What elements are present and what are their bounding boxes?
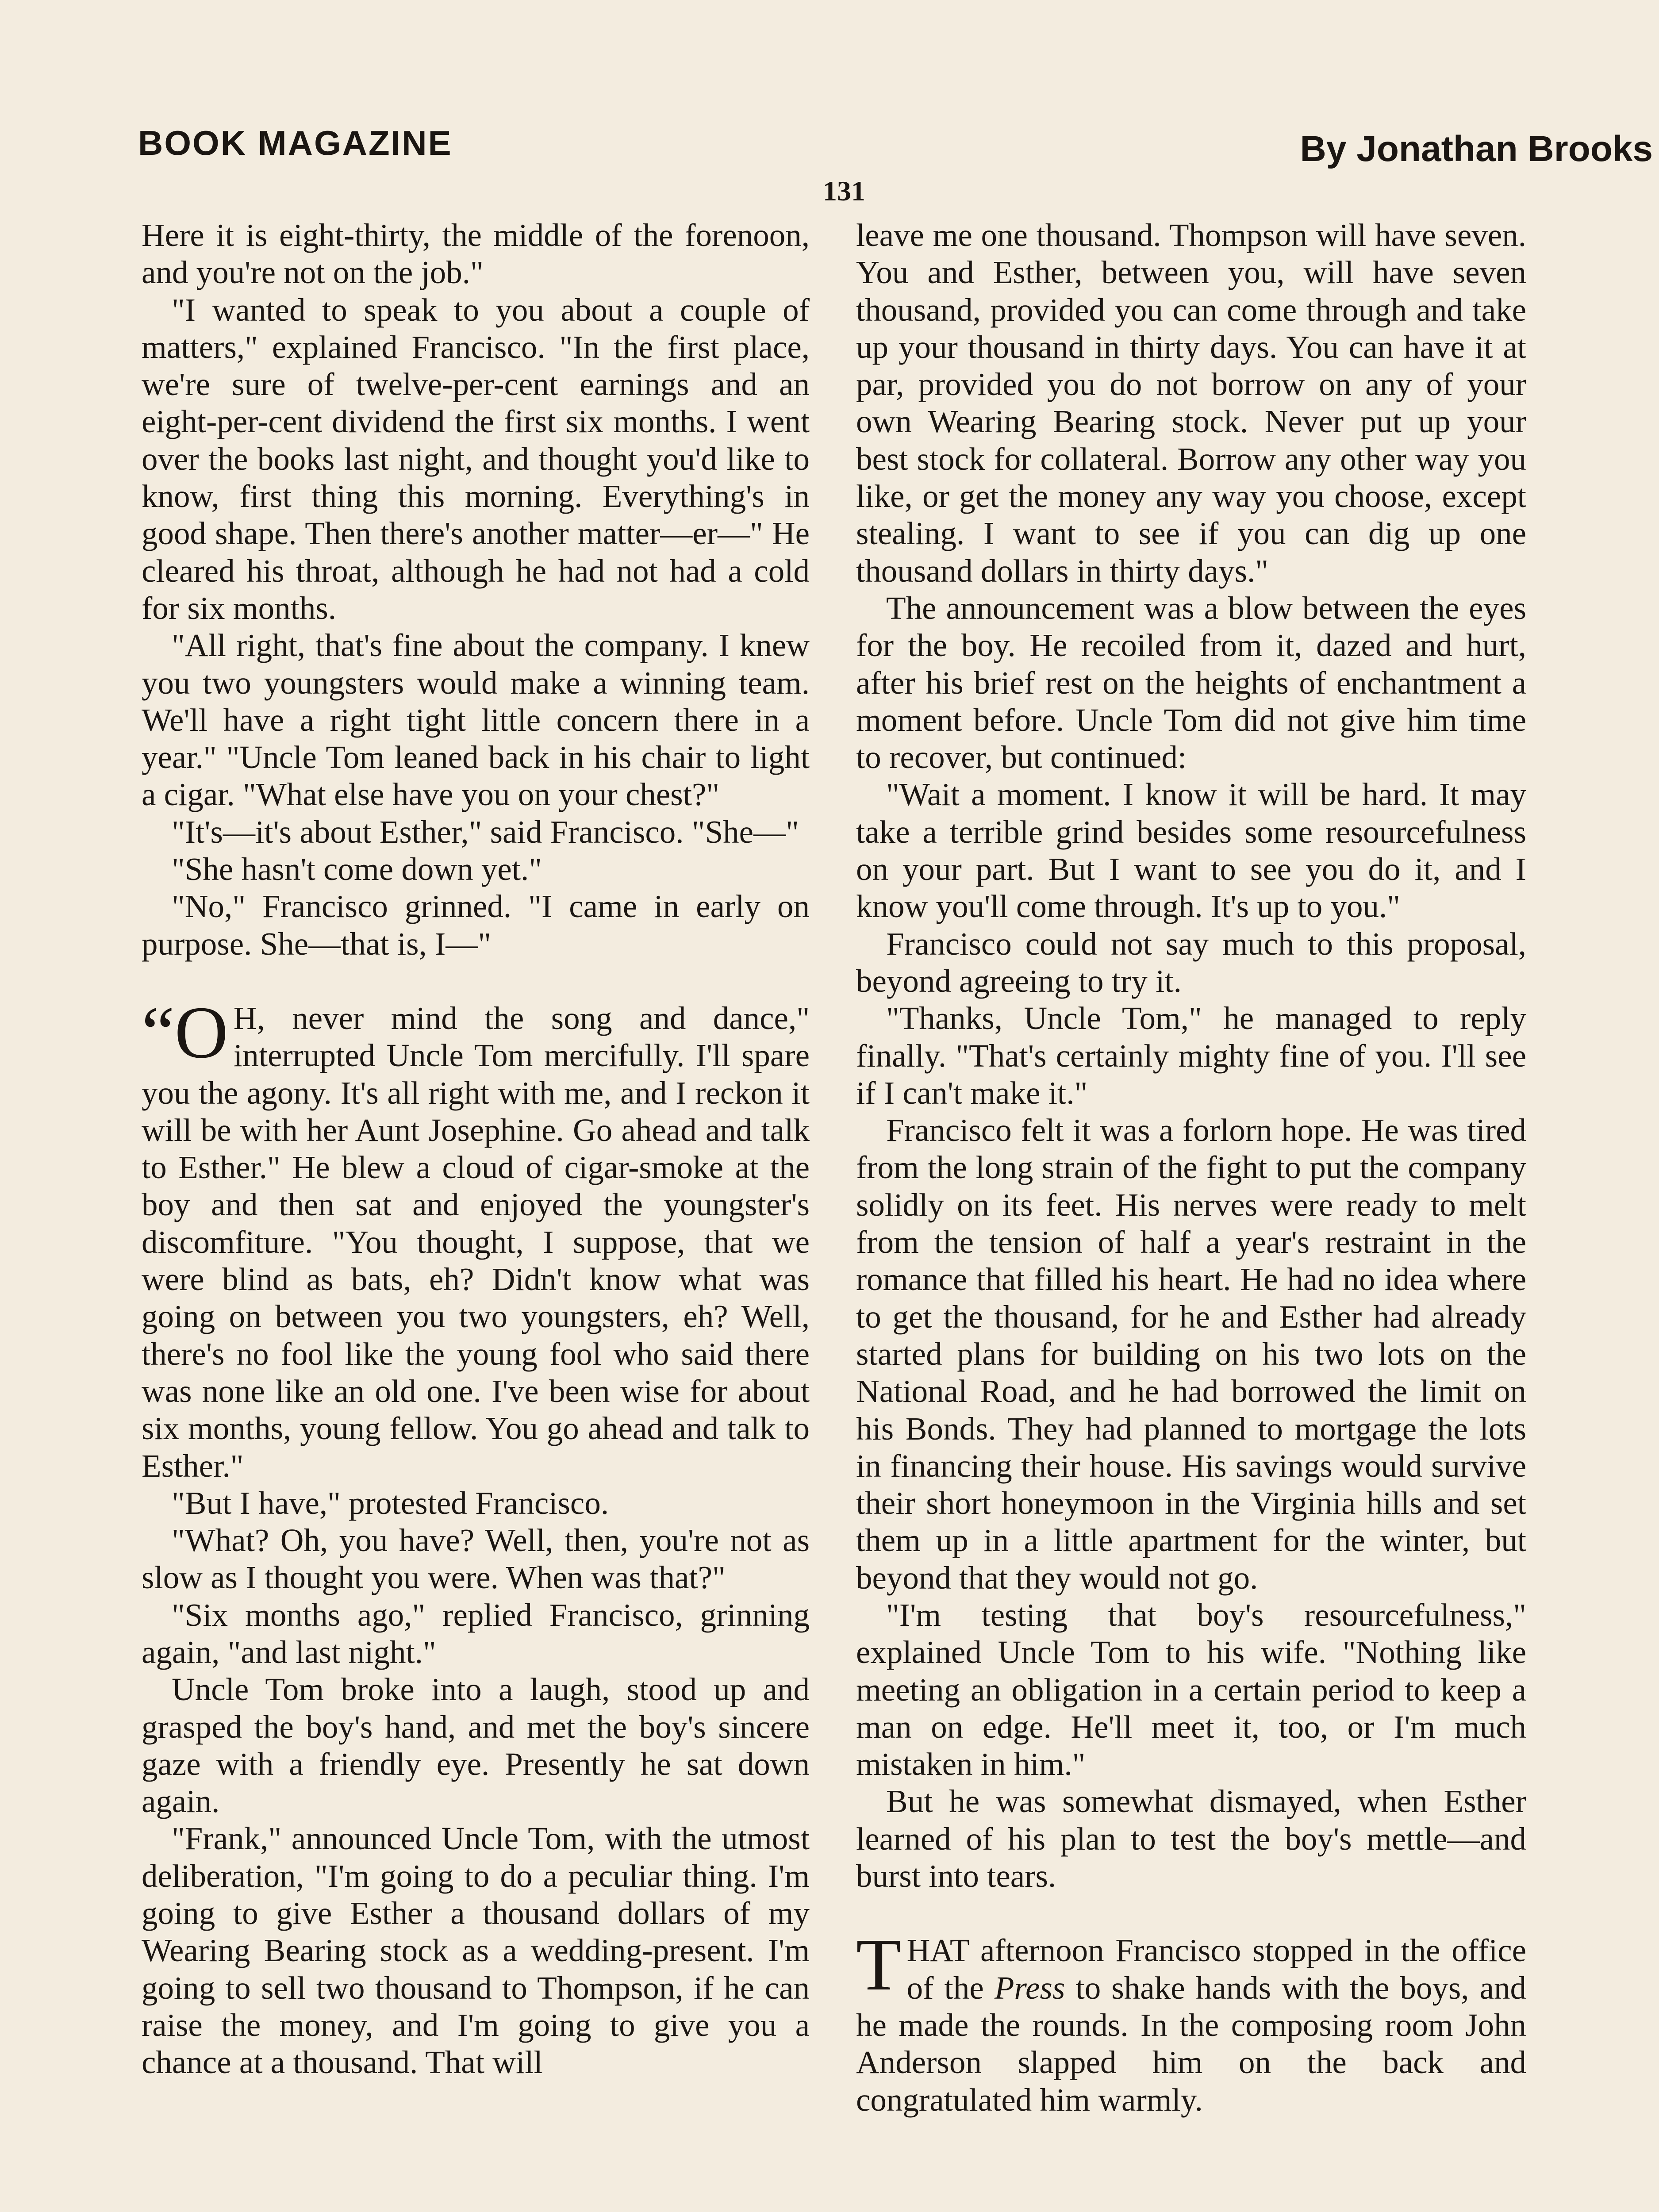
paragraph: "No," Francisco grinned. "I came in early on purpose. She—that is, I—" — [142, 888, 810, 962]
dropcap-paragraph-left — [142, 991, 810, 1485]
paragraph: "She hasn't come down yet." — [172, 851, 542, 887]
page-number: 131 — [823, 175, 865, 207]
paragraph: Francisco felt it was a forlorn hope. He was tired from the long strain of the fight to put the company solidly on its feet. His nerves were ready to melt from the tension of half a year's restraint in the romance that filled his heart. He had no idea where to get the thousand, for he and Esther had already started plans for building on his two lots on the National Road, and he had borrowed the limit on his Bonds. They had planned to mortgage the lots in financing their house. His savings would survive their short honeymoon in the Virginia hills and set them up in a little apartment for the winter, but beyond that they would not go. — [856, 1112, 1526, 1596]
paragraph: leave me one thousand. Thompson will have seven. You and Esther, between you, will have seven thousand, provided you can come through and take up your thousand in thirty days. You can have it at par, provided you do not borrow on any of your own Wearing Bearing stock. Never put up your best stock for collateral. Borrow any other way you like, or get the money any way you choose, except stealing. I want to see if you can dig up one thousand dollars in thirty days." — [856, 217, 1526, 589]
magazine-title: BOOK MAGAZINE — [138, 123, 453, 162]
dropcap-continuation: He blew a cloud of cigar-smoke at the boy and then sat and enjoyed the youngster's discomfiture. "You thought, I suppose, that we were blind as bats, eh? Didn't know what was going on between you two youngsters, eh? Well, there's no fool like the young fool who said there was none like an old one. I've been wise for about six months, young fellow. You go ahead and talk to Esther." — [142, 1149, 810, 1484]
italic-newspaper-name: Press — [994, 1970, 1065, 2006]
drop-cap-o: O — [174, 991, 228, 1074]
paragraph: "Six months ago," replied Francisco, grinning again, "and last night." — [142, 1597, 810, 1670]
paragraph: "Thanks, Uncle Tom," he managed to reply finally. "That's certainly mighty fine of you. I'll see if I can't make it." — [856, 1000, 1526, 1111]
dropcap-text: H, never mind the song and dance," interrupted Uncle Tom mercifully. I'll spare you the agony. It's all right with me, and I reckon it will be with her Aunt Josephine. Go ahead and talk to Esther." — [142, 1000, 810, 1186]
dropcap-paragraph-right — [856, 1924, 1527, 2118]
drop-cap-letter — [142, 991, 228, 1074]
paragraph: "But I have," protested Francisco. — [172, 1485, 609, 1521]
paragraph: "All right, that's fine about the company. I knew you two youngsters would make a winning team. We'll have a right tight little concern there in a year." "Uncle Tom leaned back in his chair to light a cigar. "What else have you on your chest?" — [142, 627, 810, 813]
paragraph: "Wait a moment. I know it will be hard. It may take a terrible grind besides some resourcefulness on your part. But I want to see you do it, and I know you'll come through. It's up to you." — [856, 776, 1526, 925]
text-column-right — [856, 217, 1526, 2119]
paragraph: "Frank," announced Uncle Tom, with the utmost deliberation, "I'm going to do a peculiar thing. I'm going to give Esther a thousand dollars of my Wearing Bearing stock as a wedding-present. I'm going to sell two thousand to Thompson, if he can raise the money, and I'm going to give you a chance at a thousand. That will — [142, 1820, 810, 2081]
paragraph: Uncle Tom broke into a laugh, stood up and grasped the boy's hand, and met the boy's sincere gaze with a friendly eye. Presently he sat down again. — [142, 1671, 810, 1820]
paragraph: "What? Oh, you have? Well, then, you're not as slow as I thought you were. When was that?" — [142, 1522, 810, 1596]
paragraph: The announcement was a blow between the eyes for the boy. He recoiled from it, dazed and hurt, after his brief rest on the heights of enchantment a moment before. Uncle Tom did not give him time to recover, but continued: — [856, 590, 1526, 776]
paragraph: "I wanted to speak to you about a couple of matters," explained Francisco. "In the first place, we're sure of twelve-per-cent earnings and an eight-per-cent dividend the first six months. I went over the books last night, and thought you'd like to know, first thing this morning. Everything's in good shape. Then there's another matter—er—" He cleared his throat, although he had not had a cold for six months. — [142, 292, 810, 626]
dropcap-text: HAT afternoon Francisco stopped in the office of the — [906, 1932, 1526, 2006]
dropcap-text-end: to shake hands with the boys, and he made the rounds. In the composing room John Anderson slapped him on the back and congratulated him warmly. — [856, 1970, 1527, 2118]
drop-cap-t: T — [856, 1924, 902, 2006]
paragraph: "It's—it's about Esther," said Francisco. "She—" — [172, 814, 799, 850]
drop-cap-quote: “ — [142, 991, 175, 1074]
paragraph: Here it is eight-thirty, the middle of the forenoon, and you're not on the job." — [142, 217, 810, 291]
paragraph: Francisco could not say much to this proposal, beyond agreeing to try it. — [856, 926, 1526, 999]
paragraph: But he was somewhat dismayed, when Esther learned of his plan to test the boy's mettle—and burst into tears. — [856, 1783, 1526, 1894]
text-column-left — [142, 217, 810, 2081]
author-byline: By Jonathan Brooks — [1300, 129, 1653, 169]
paragraph: "I'm testing that boy's resourcefulness," explained Uncle Tom to his wife. "Nothing like meeting an obligation in a certain period to keep a man on edge. He'll meet it, too, or I'm much mistaken in him." — [856, 1597, 1526, 1782]
